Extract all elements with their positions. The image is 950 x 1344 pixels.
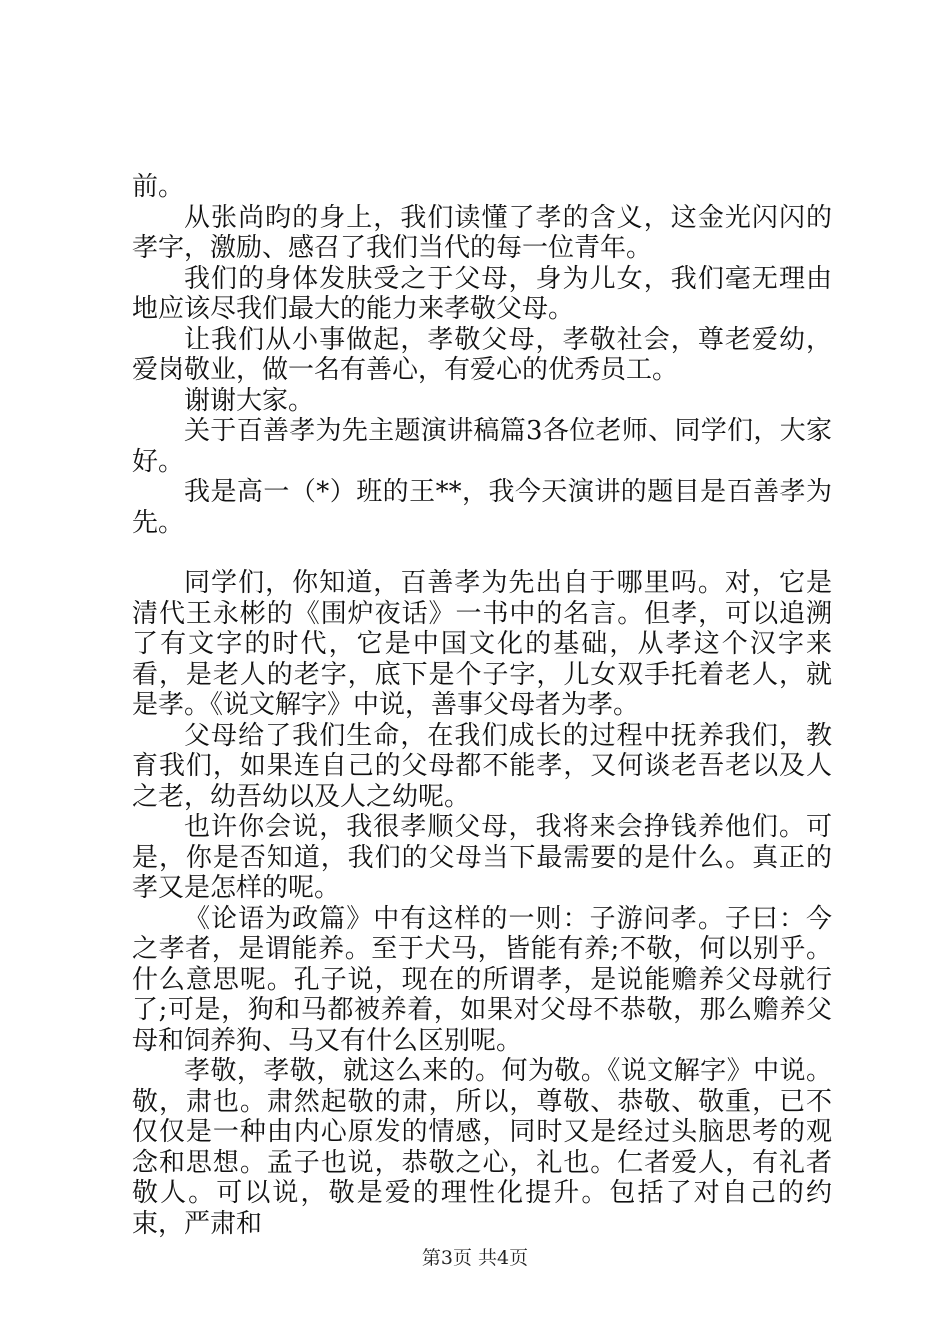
paragraph: 《论语为政篇》中有这样的一则：子游问孝。子曰：今之孝者，是谓能养。至于犬马，皆能有养;不敬，何以别乎。什么意思呢。孔子说，现在的所谓孝，是说能赡养父母就行了;可是，狗和马都被养着，如果对父母不恭敬，那么赡养父母和饲养狗、马又有什么区别呢。 (132, 903, 832, 1056)
page-footer: 第3页 共4页 (421, 1247, 529, 1269)
paragraph: 也许你会说，我很孝顺父母，我将来会挣钱养他们。可是，你是否知道，我们的父母当下最需要的是什么。真正的孝又是怎样的呢。 (132, 812, 832, 903)
paragraph: 让我们从小事做起，孝敬父母，孝敬社会，尊老爱幼，爱岗敬业，做一名有善心，有爱心的优秀员工。 (132, 324, 832, 385)
paragraph: 我们的身体发肤受之于父母，身为儿女，我们毫无理由地应该尽我们最大的能力来孝敬父母。 (132, 263, 832, 324)
paragraph: 孝敬，孝敬，就这么来的。何为敬。《说文解字》中说。敬，肃也。肃然起敬的肃，所以，尊敬、恭敬、敬重，已不仅仅是一种由内心原发的情感，同时又是经过头脑思考的观念和思想。孟子也说，恭敬之心，礼也。仁者爱人，有礼者敬人。可以说，敬是爱的理性化提升。包括了对自己的约束，严肃和 (132, 1056, 832, 1239)
document-body (132, 172, 832, 1239)
paragraph-section-heading: 关于百善孝为先主题演讲稿篇3各位老师、同学们，大家好。 (132, 416, 832, 477)
paragraph-continuation: 前。 (132, 172, 185, 202)
paragraph: 我是高一（*）班的王**，我今天演讲的题目是百善孝为先。 (132, 477, 832, 538)
paragraph: 同学们，你知道，百善孝为先出自于哪里吗。对，它是清代王永彬的《围炉夜话》一书中的名言。但孝，可以追溯了有文字的时代，它是中国文化的基础，从孝这个汉字来看，是老人的老字，底下是个子字，儿女双手托着老人，就是孝。《说文解字》中说，善事父母者为孝。 (132, 568, 832, 720)
paragraph-gap (132, 538, 832, 568)
paragraph: 从张尚昀的身上，我们读懂了孝的含义，这金光闪闪的孝字，激励、感召了我们当代的每一位青年。 (132, 202, 832, 263)
paragraph: 谢谢大家。 (184, 385, 315, 416)
paragraph: 父母给了我们生命，在我们成长的过程中抚养我们，教育我们，如果连自己的父母都不能孝，又何谈老吾老以及人之老，幼吾幼以及人之幼呢。 (132, 720, 832, 812)
